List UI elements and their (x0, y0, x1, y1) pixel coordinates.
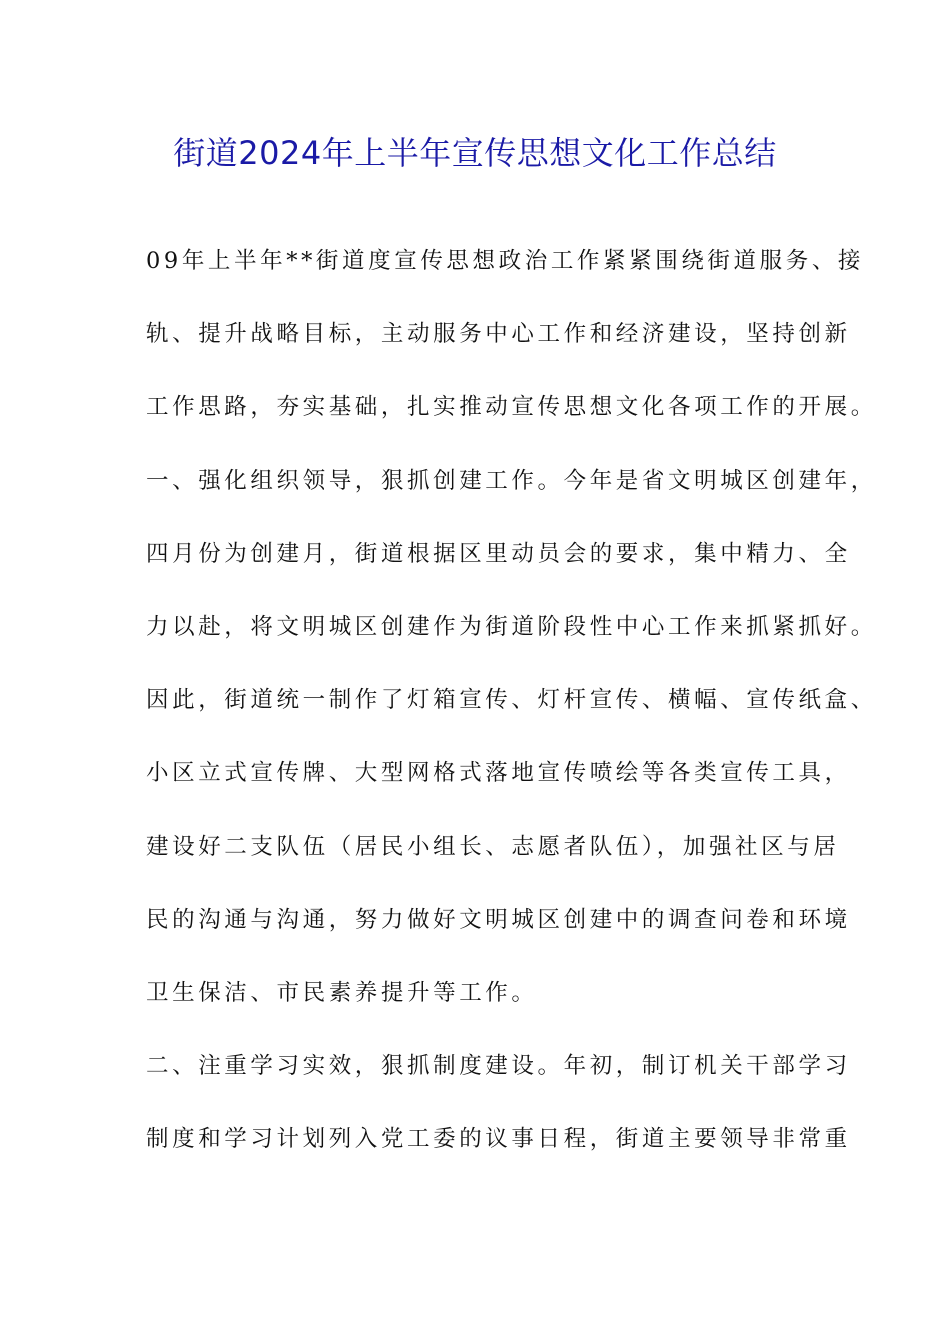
body-line: 民的沟通与沟通，努力做好文明城区创建中的调查问卷和环境 (146, 906, 851, 933)
body-line: 二、注重学习实效，狠抓制度建设。年初，制订机关干部学习 (146, 1053, 851, 1080)
document-body (146, 236, 877, 1187)
body-line: 制度和学习计划列入党工委的议事日程，街道主要领导非常重 (146, 1126, 851, 1153)
body-line: 09年上半年**街道度宣传思想政治工作紧紧围绕街道服务、接 (146, 248, 865, 274)
body-line: 轨、提升战略目标，主动服务中心工作和经济建设，坚持创新 (146, 321, 851, 348)
body-line: 力以赴，将文明城区创建作为街道阶段性中心工作来抓紧抓好。 (146, 613, 877, 640)
body-line: 工作思路，夯实基础，扎实推动宣传思想文化各项工作的开展。 (146, 394, 877, 421)
body-line: 小区立式宣传牌、大型网格式落地宣传喷绘等各类宣传工具， (146, 760, 851, 787)
body-line: 卫生保洁、市民素养提升等工作。 (146, 979, 538, 1006)
document-title: 街道2024年上半年宣传思想文化工作总结 (173, 134, 777, 172)
body-line: 一、强化组织领导，狠抓创建工作。今年是省文明城区创建年， (146, 467, 877, 494)
body-line: 因此，街道统一制作了灯箱宣传、灯杆宣传、横幅、宣传纸盒、 (146, 687, 877, 714)
body-line: 四月份为创建月，街道根据区里动员会的要求，集中精力、全 (146, 540, 851, 567)
body-line: 建设好二支队伍（居民小组长、志愿者队伍），加强社区与居 (146, 833, 840, 860)
